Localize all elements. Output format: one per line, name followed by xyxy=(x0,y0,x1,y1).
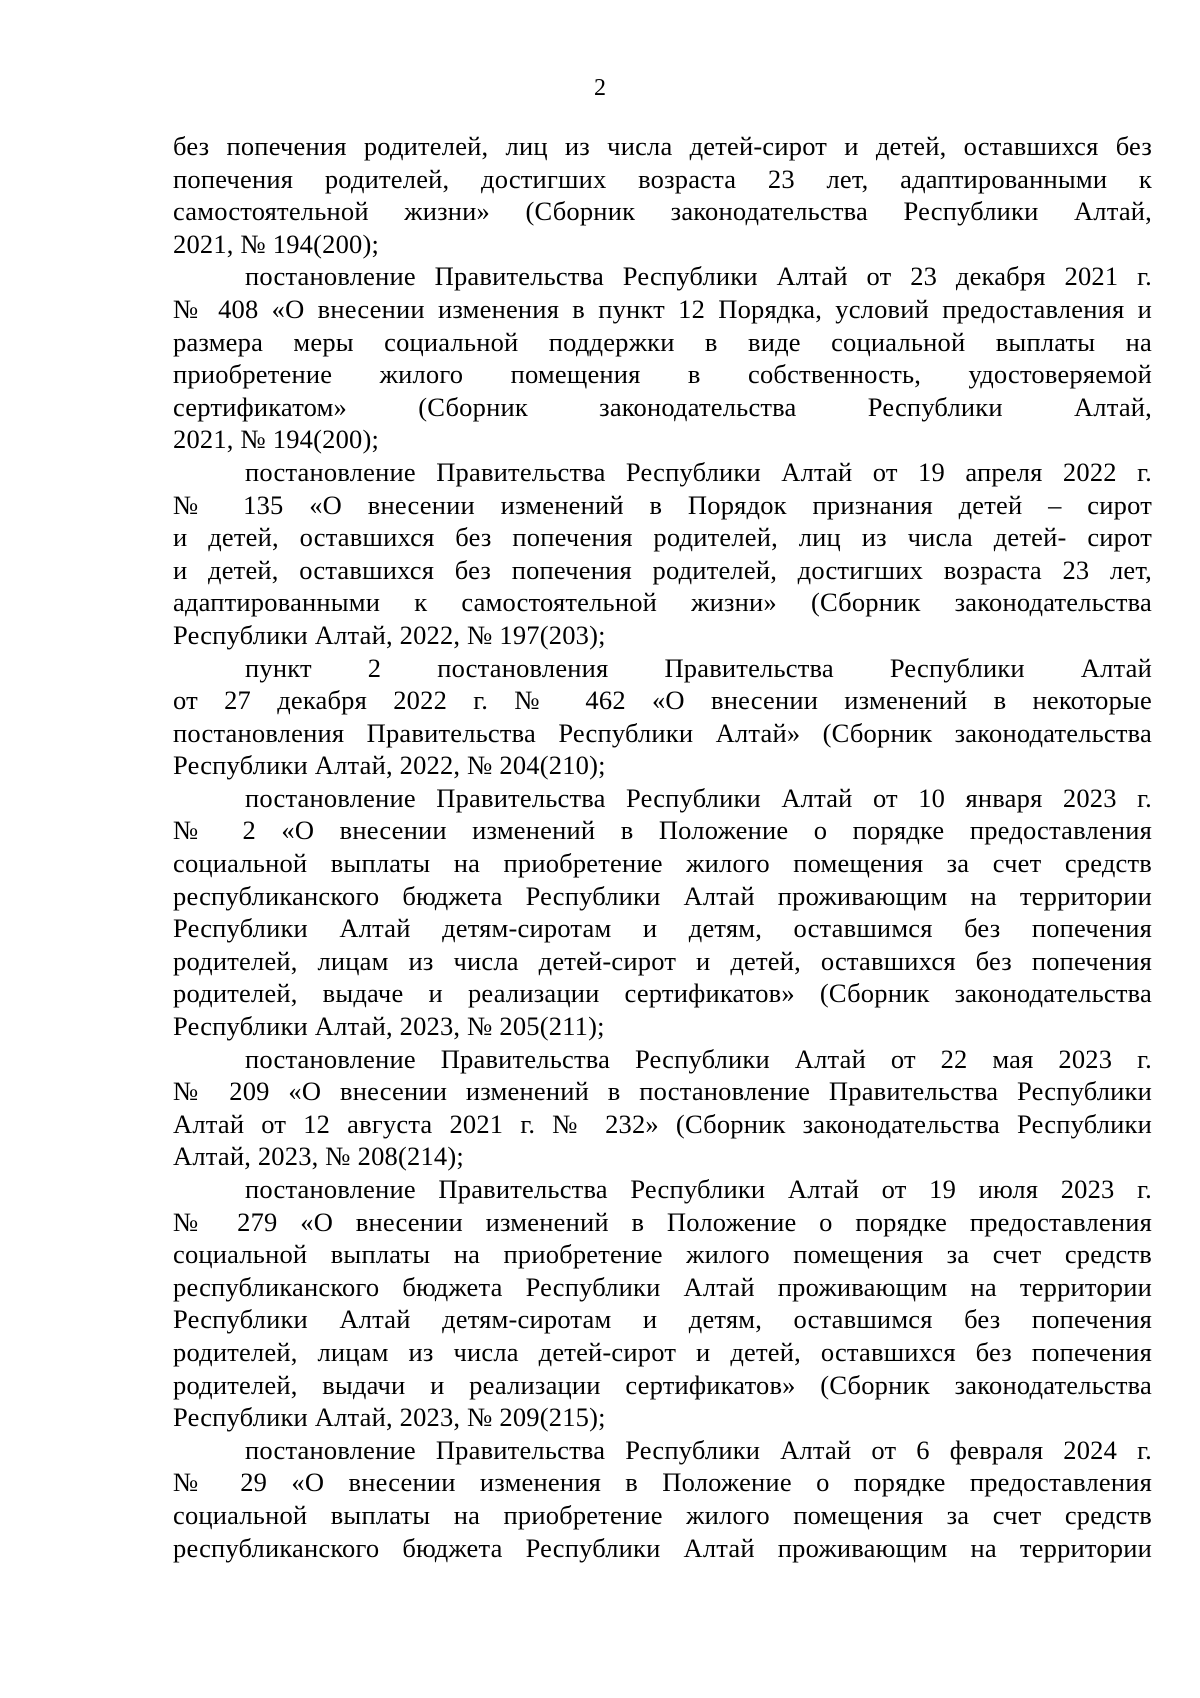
text-line: сертификатом» (Сборник законодательства Республики Алтай, xyxy=(173,391,1152,422)
text-line: самостоятельной жизни» (Сборник законодательства Республики Алтай, xyxy=(173,196,1152,227)
text-line: родителей, лицам из числа детей-сирот и детей, оставшихся без попечения xyxy=(173,1336,1152,1367)
text-line: Республики Алтай детям-сиротам и детям, оставшимся без попечения xyxy=(173,913,1152,944)
text-line: 2021, № 194(200); xyxy=(173,228,380,259)
text-line: республиканского бюджета Республики Алтай проживающим на территории xyxy=(173,1271,1152,1302)
text-line: Республики Алтай, 2023, № 205(211); xyxy=(173,1011,605,1042)
text-line: от 27 декабря 2022 г. № 462 «О внесении изменений в некоторые xyxy=(173,685,1152,716)
text-line: постановление Правительства Республики Алтай от 10 января 2023 г. xyxy=(245,782,1152,813)
text-line: Алтай от 12 августа 2021 г. № 232» (Сборник законодательства Республики xyxy=(173,1108,1152,1139)
text-line: родителей, лицам из числа детей-сирот и детей, оставшихся без попечения xyxy=(173,945,1152,976)
text-line: размера меры социальной поддержки в виде социальной выплаты на xyxy=(173,326,1152,357)
text-line: Республики Алтай детям-сиротам и детям, оставшимся без попечения xyxy=(173,1304,1152,1335)
text-line: № 2 «О внесении изменений в Положение о порядке предоставления xyxy=(173,815,1152,846)
text-line: № 29 «О внесении изменения в Положение о порядке предоставления xyxy=(173,1467,1152,1498)
text-line: Республики Алтай, 2023, № 209(215); xyxy=(173,1402,606,1433)
text-line: пункт 2 постановления Правительства Республики Алтай xyxy=(245,652,1152,683)
text-line: республиканского бюджета Республики Алтай проживающим на территории xyxy=(173,880,1152,911)
text-line: № 209 «О внесении изменений в постановление Правительства Республики xyxy=(173,1076,1152,1107)
text-line: и детей, оставшихся без попечения родителей, достигших возраста 23 лет, xyxy=(173,554,1152,585)
text-line: Республики Алтай, 2022, № 204(210); xyxy=(173,750,606,781)
text-line: родителей, выдаче и реализации сертификатов» (Сборник законодательства xyxy=(173,978,1152,1009)
text-line: постановление Правительства Республики Алтай от 19 июля 2023 г. xyxy=(245,1174,1152,1204)
text-line: адаптированными к самостоятельной жизни» (Сборник законодательства xyxy=(173,587,1152,618)
text-line: социальной выплаты на приобретение жилого помещения за счет средств xyxy=(173,1239,1152,1270)
text-line: и детей, оставшихся без попечения родителей, лиц из числа детей- сирот xyxy=(173,522,1152,553)
text-line: республиканского бюджета Республики Алтай проживающим на территории xyxy=(173,1532,1152,1563)
text-line: Алтай, 2023, № 208(214); xyxy=(173,1141,464,1172)
text-line: родителей, выдачи и реализации сертификатов» (Сборник законодательства xyxy=(173,1369,1152,1400)
text-line: 2021, № 194(200); xyxy=(173,424,380,455)
document-body xyxy=(173,130,1152,1564)
text-line: Республики Алтай, 2022, № 197(203); xyxy=(173,619,606,650)
text-line: социальной выплаты на приобретение жилого помещения за счет средств xyxy=(173,1499,1152,1530)
text-line: постановление Правительства Республики Алтай от 23 декабря 2021 г. xyxy=(245,261,1152,292)
text-line: постановление Правительства Республики Алтай от 19 апреля 2022 г. xyxy=(245,456,1152,487)
text-line: приобретение жилого помещения в собственность, удостоверяемой xyxy=(173,359,1152,390)
text-line: постановления Правительства Республики Алтай» (Сборник законодательства xyxy=(173,717,1152,748)
page-number: 2 xyxy=(594,75,606,101)
text-line: постановление Правительства Республики Алтай от 22 мая 2023 г. xyxy=(245,1043,1152,1074)
text-line: № 135 «О внесении изменений в Порядок признания детей – сирот xyxy=(173,489,1152,520)
text-line: без попечения родителей, лиц из числа детей-сирот и детей, оставшихся без xyxy=(173,131,1152,161)
text-line: социальной выплаты на приобретение жилого помещения за счет средств xyxy=(173,848,1152,879)
text-line: № 408 «О внесении изменения в пункт 12 Порядка, условий предоставления и xyxy=(173,293,1152,324)
text-line: № 279 «О внесении изменений в Положение о порядке предоставления xyxy=(173,1206,1152,1237)
text-line: постановление Правительства Республики Алтай от 6 февраля 2024 г. xyxy=(245,1434,1152,1465)
text-line: попечения родителей, достигших возраста 23 лет, адаптированными к xyxy=(173,163,1152,194)
